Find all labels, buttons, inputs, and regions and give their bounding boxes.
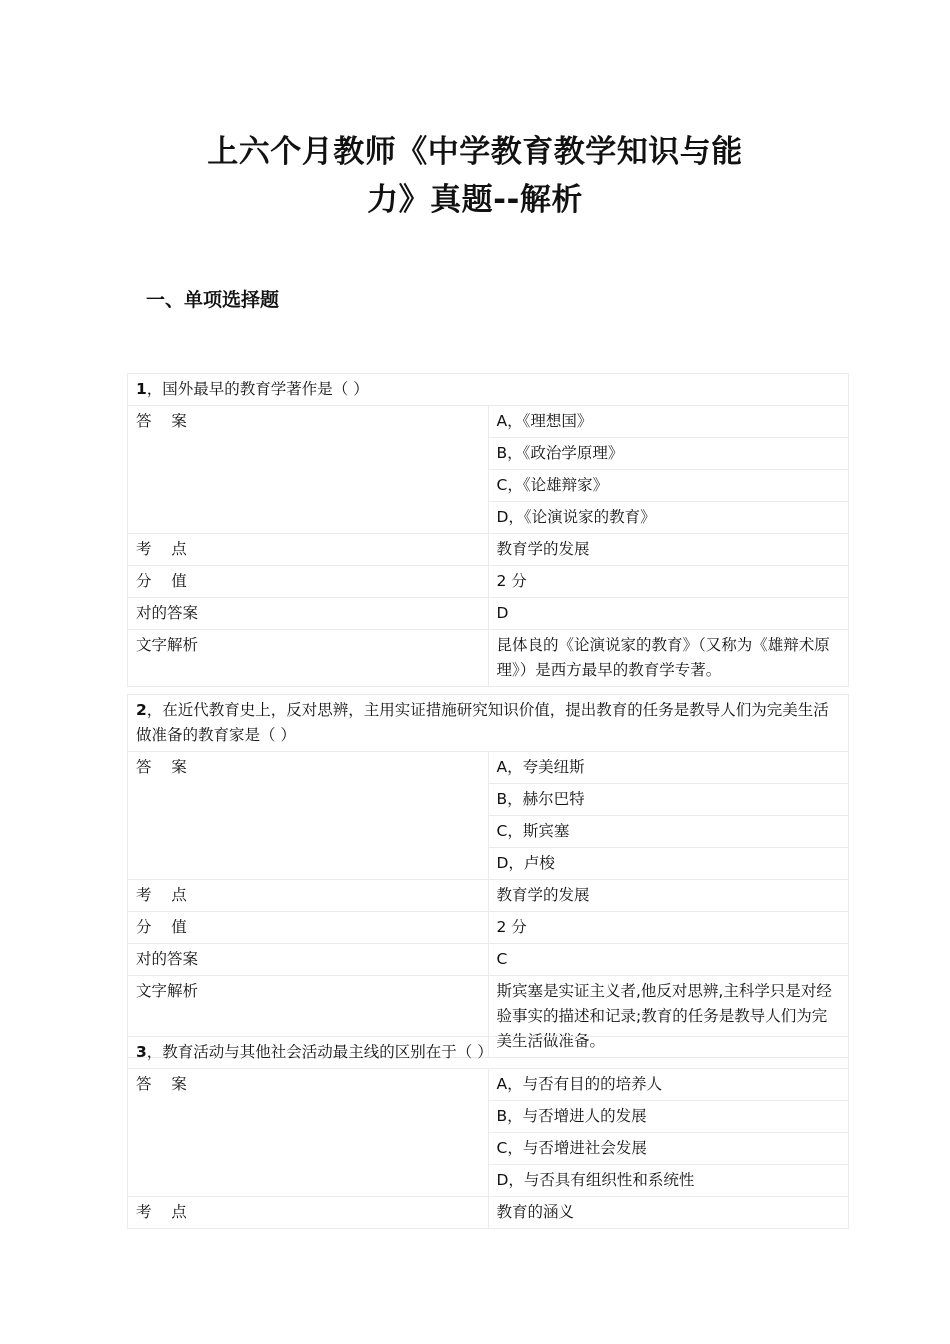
answer-row xyxy=(128,438,849,470)
answer-label: 答 案 xyxy=(128,1069,489,1101)
score-value: 2 分 xyxy=(488,566,849,598)
answer-label: 答 案 xyxy=(128,752,489,784)
question-table-3 xyxy=(127,1036,849,1229)
correct-value: C xyxy=(488,944,849,976)
question-stem: ，教育活动与其他社会活动最主线的区别在于（ ） xyxy=(146,1043,493,1061)
score-row xyxy=(128,566,849,598)
point-value: 教育学的发展 xyxy=(488,880,849,912)
answer-row xyxy=(128,1165,849,1197)
answer-row xyxy=(128,784,849,816)
point-row xyxy=(128,1197,849,1229)
correct-label: 对的答案 xyxy=(128,598,489,630)
correct-label: 对的答案 xyxy=(128,944,489,976)
point-label: 考 点 xyxy=(128,534,489,566)
analysis-row xyxy=(128,630,849,687)
document-title xyxy=(0,128,950,224)
answer-row xyxy=(128,1069,849,1101)
question-row xyxy=(128,374,849,406)
title-line-2: 力》真题--解析 xyxy=(367,182,583,218)
option-b: B，赫尔巴特 xyxy=(488,784,849,816)
answer-row xyxy=(128,406,849,438)
question-row xyxy=(128,1037,849,1069)
point-label: 考 点 xyxy=(128,880,489,912)
point-row xyxy=(128,534,849,566)
answer-row xyxy=(128,470,849,502)
score-label: 分 值 xyxy=(128,912,489,944)
question-text xyxy=(128,374,849,406)
answer-label: 答 案 xyxy=(128,406,489,438)
option-b: B，与否增进人的发展 xyxy=(488,1101,849,1133)
question-number: 3 xyxy=(136,1043,147,1061)
question-stem: ，国外最早的教育学著作是（ ） xyxy=(146,380,369,398)
answer-row xyxy=(128,502,849,534)
option-c: C，与否增进社会发展 xyxy=(488,1133,849,1165)
question-stem: ，在近代教育史上，反对思辨，主用实证措施研究知识价值，提出教育的任务是教导人们为完美生活做准备的教育家是（ ） xyxy=(136,701,829,744)
question-number: 2 xyxy=(136,701,147,719)
analysis-label: 文字解析 xyxy=(128,976,489,1058)
question-table-1 xyxy=(127,373,849,687)
point-value: 教育学的发展 xyxy=(488,534,849,566)
score-value: 2 分 xyxy=(488,912,849,944)
score-label: 分 值 xyxy=(128,566,489,598)
answer-row xyxy=(128,1101,849,1133)
point-value: 教育的涵义 xyxy=(488,1197,849,1229)
section-heading: 一、单项选择题 xyxy=(146,289,280,311)
option-d: D，卢梭 xyxy=(488,848,849,880)
answer-row xyxy=(128,1133,849,1165)
option-d: D，《论演说家的教育》 xyxy=(488,502,849,534)
title-line-1: 上六个月教师《中学教育教学知识与能 xyxy=(207,134,743,170)
option-c: C，《论雄辩家》 xyxy=(488,470,849,502)
option-d: D，与否具有组织性和系统性 xyxy=(488,1165,849,1197)
score-row xyxy=(128,912,849,944)
correct-row xyxy=(128,944,849,976)
option-c: C，斯宾塞 xyxy=(488,816,849,848)
option-a: A，夸美纽斯 xyxy=(488,752,849,784)
answer-row xyxy=(128,752,849,784)
option-a: A，《理想国》 xyxy=(488,406,849,438)
question-row xyxy=(128,695,849,752)
question-table-2 xyxy=(127,694,849,1058)
point-row xyxy=(128,880,849,912)
analysis-text: 昆体良的《论演说家的教育》（又称为《雄辩术原理》）是西方最早的教育学专著。 xyxy=(488,630,849,687)
correct-value: D xyxy=(488,598,849,630)
question-number: 1 xyxy=(136,380,147,398)
correct-row xyxy=(128,598,849,630)
analysis-label: 文字解析 xyxy=(128,630,489,687)
point-label: 考 点 xyxy=(128,1197,489,1229)
question-text xyxy=(128,1037,849,1069)
option-a: A，与否有目的的培养人 xyxy=(488,1069,849,1101)
question-text xyxy=(128,695,849,752)
answer-row xyxy=(128,816,849,848)
answer-row xyxy=(128,848,849,880)
option-b: B，《政治学原理》 xyxy=(488,438,849,470)
analysis-text: 斯宾塞是实证主义者,他反对思辨,主科学只是对经验事实的描述和记录;教育的任务是教导人们为完美生活做准备。 xyxy=(488,976,849,1058)
